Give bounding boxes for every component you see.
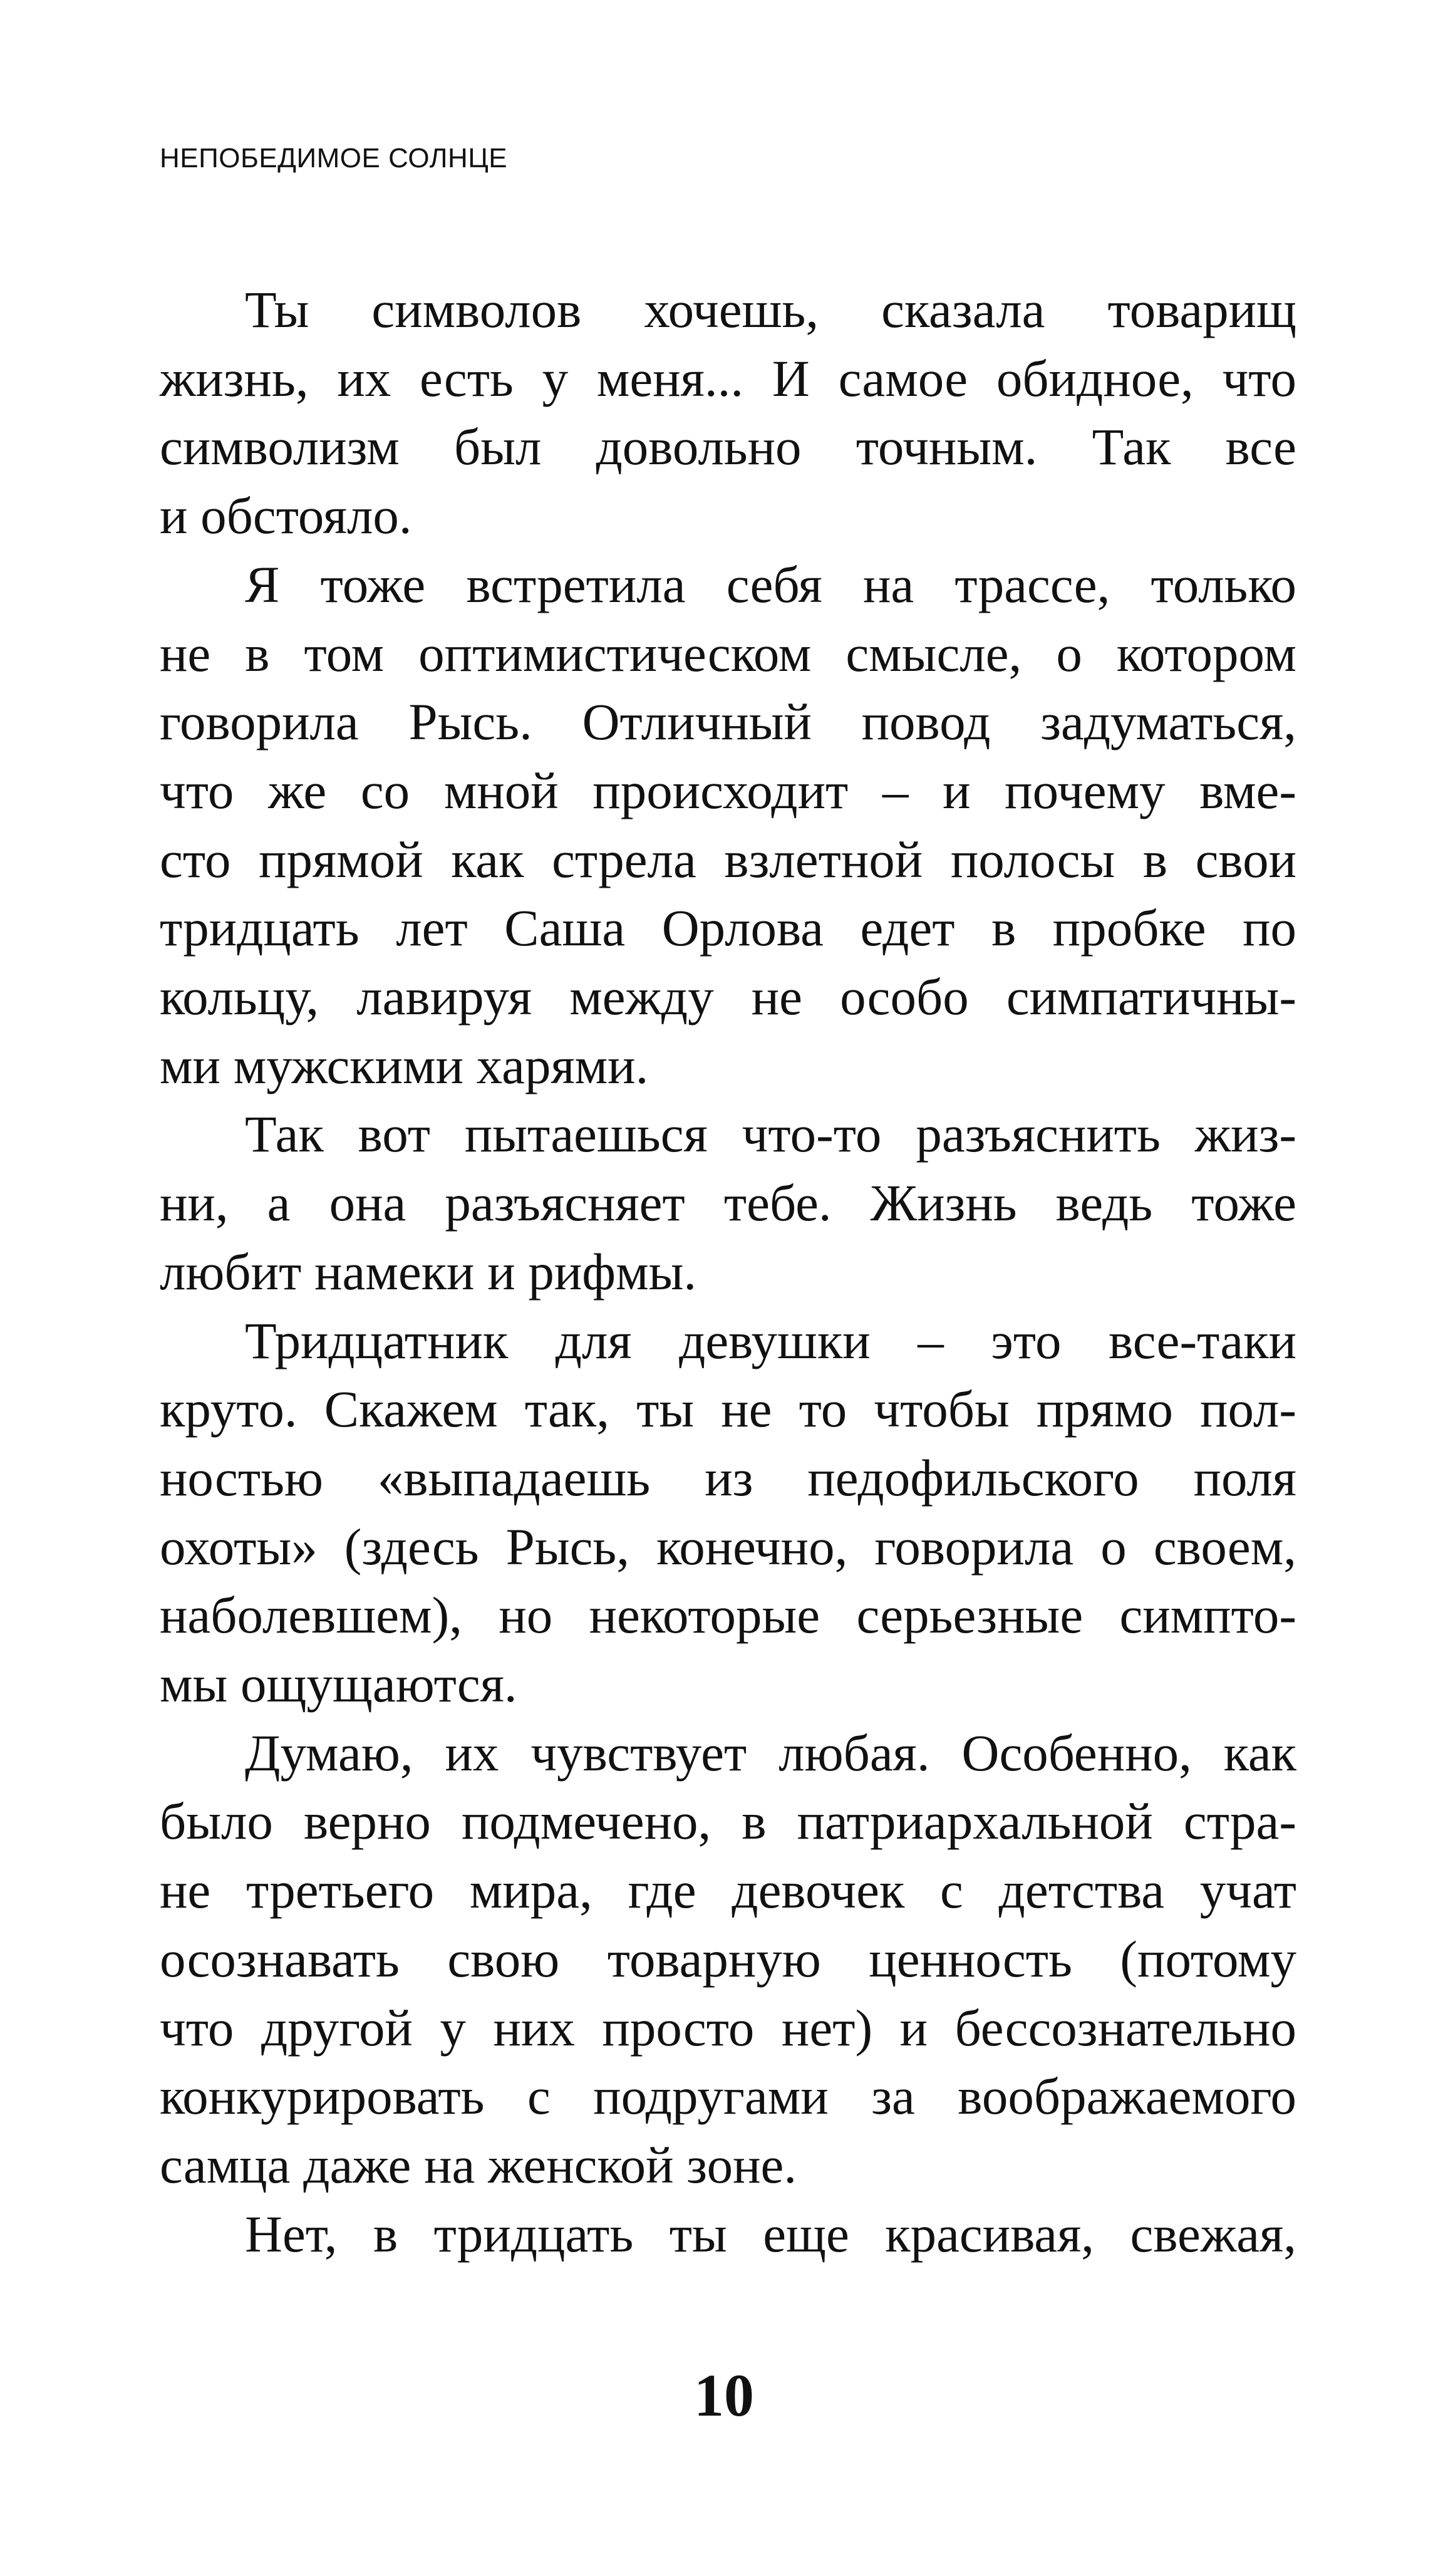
text-line: конкурировать с подругами за воображаемого (160, 2067, 1296, 2126)
text-line: Ты символов хочешь, сказала товарищ (245, 281, 1296, 338)
text-line: Я тоже встретила себя на трассе, только (245, 555, 1296, 613)
text-line: охоты» (здесь Рысь, конечно, говорила о своем, (160, 1517, 1296, 1576)
text-line: и обстояло. (160, 487, 412, 545)
text-line: мы ощущаются. (160, 1655, 517, 1713)
text-line: ни, а она разъясняет тебе. Жизнь ведь тоже (160, 1174, 1296, 1232)
text-line: говорила Рысь. Отличный повод задуматься, (160, 693, 1296, 751)
text-line: наболевшем), но некоторые серьезные симпто- (160, 1586, 1296, 1644)
text-line: не в том оптимистическом смысле, о котором (160, 624, 1296, 682)
paragraph (160, 2200, 1296, 2269)
text-line: что же со мной происходит – и почему вме- (160, 761, 1296, 819)
text-line: Тридцатник для девушки – это все-таки (245, 1311, 1296, 1369)
paragraph (160, 551, 1296, 1101)
text-line: Нет, в тридцать ты еще красивая, свежая, (245, 2205, 1296, 2263)
text-line: Так вот пытаешься что-то разъяснить жиз- (245, 1105, 1296, 1163)
running-head: НЕПОБЕДИМОЕ СОЛНЦЕ (160, 143, 508, 174)
text-line: ми мужскими харями. (160, 1036, 649, 1094)
text-line: сто прямой как стрела взлетной полосы в свои (160, 830, 1296, 888)
text-line: что другой у них просто нет) и бессознательно (160, 1998, 1296, 2057)
paragraph (160, 276, 1296, 551)
text-line: было верно подмечено, в патриархальной стра- (160, 1792, 1296, 1851)
paragraph (160, 1100, 1296, 1306)
text-line: символизм был довольно точным. Так все (160, 418, 1296, 476)
paragraph (160, 1719, 1296, 2200)
text-line: осознавать свою товарную ценность (потому (160, 1929, 1296, 1988)
text-line: тридцать лет Саша Орлова едет в пробке по (160, 899, 1296, 957)
text-line: не третьего мира, где девочек с детства учат (160, 1861, 1296, 1919)
body-text (160, 276, 1296, 2268)
text-line: ностью «выпадаешь из педофильского поля (160, 1448, 1296, 1507)
text-line: жизнь, их есть у меня... И самое обидное, что (160, 349, 1296, 407)
text-line: любит намеки и рифмы. (160, 1242, 697, 1301)
paragraph (160, 1307, 1296, 1719)
page-number: 10 (694, 2362, 754, 2429)
text-line: круто. Скажем так, ты не то чтобы прямо пол- (160, 1380, 1296, 1438)
text-line: кольцу, лавируя между не особо симпатичны- (160, 968, 1296, 1026)
text-line: Думаю, их чувствует любая. Особенно, как (245, 1723, 1296, 1782)
text-line: самца даже на женской зоне. (160, 2136, 797, 2194)
